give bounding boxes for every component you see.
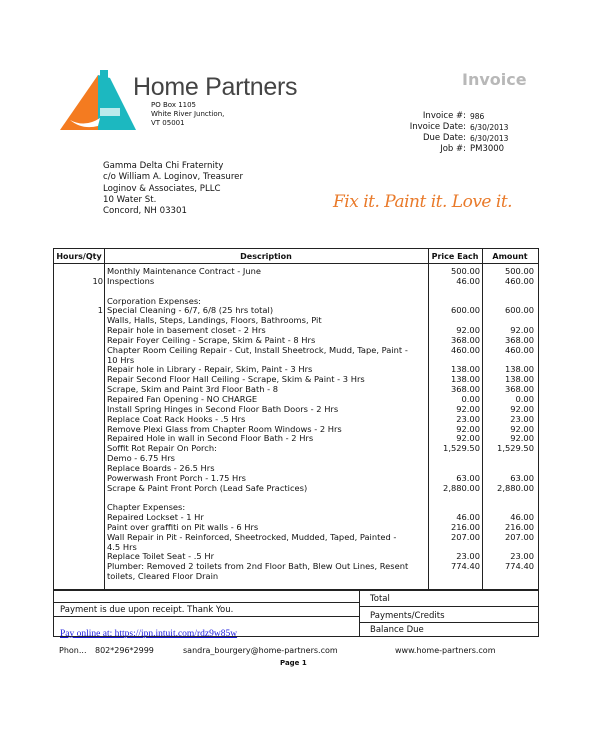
bill-to-line: 10 Water St. (103, 194, 157, 205)
amount-cell: 207.00 (504, 531, 534, 542)
website: www.home-partners.com (395, 646, 496, 655)
phone: 802*296*2999 (95, 646, 154, 655)
pay-online-link[interactable]: Pay online at: https://ipn.intuit.com/rdz9w85w (60, 629, 238, 639)
price-cell: 92.00 (456, 325, 480, 336)
price-cell: 216.00 (450, 521, 480, 532)
description-cell: Repair hole in basement closet - 2 Hrs (107, 325, 266, 336)
amount-cell: 92.00 (510, 433, 534, 444)
amount-cell: 46.00 (510, 512, 534, 523)
amount-cell: 216.00 (504, 521, 534, 532)
invoice-title: Invoice (462, 70, 527, 89)
home-partners-logo (60, 70, 136, 132)
due-date: 6/30/2013 (470, 134, 509, 143)
email: sandra_bourgery@home-partners.com (183, 646, 338, 655)
price-cell: 63.00 (456, 472, 480, 483)
header-description: Description (240, 252, 292, 261)
table-row (54, 484, 538, 494)
description-cell: Special Cleaning - 6/7, 6/8 (25 hrs total) (107, 305, 274, 316)
price-cell: 207.00 (450, 531, 480, 542)
description-cell: Repair Second Floor Hall Ceiling - Scrape, Skim & Paint - 3 Hrs (107, 374, 365, 385)
invoice-number-label: Invoice #: (422, 111, 466, 121)
price-cell: 46.00 (456, 275, 480, 286)
line-items-table (53, 248, 539, 590)
description-cell: Replace Coat Rack Hooks - .5 Hrs (107, 413, 246, 424)
price-cell: 138.00 (450, 364, 480, 375)
description-cell: Repair Foyer Ceiling - Scrape, Skim & Paint - 8 Hrs (107, 334, 316, 345)
payments-credits-label: Payments/Credits (359, 607, 538, 623)
amount-cell: 2,880.00 (497, 482, 534, 493)
summary-box (53, 590, 539, 637)
description-cell: Replace Boards - 26.5 Hrs (107, 462, 215, 473)
bill-to-address (103, 161, 243, 217)
price-cell: 46.00 (456, 512, 480, 523)
amount-cell: 368.00 (504, 334, 534, 345)
description-cell: Chapter Expenses: (107, 502, 186, 513)
invoice-meta-values (470, 111, 508, 155)
price-cell: 23.00 (456, 413, 480, 424)
price-cell: 0.00 (461, 393, 480, 404)
description-cell: Install Spring Hinges in Second Floor Bath Doors - 2 Hrs (107, 403, 339, 414)
price-cell: 92.00 (456, 423, 480, 434)
description-cell: Remove Plexi Glass from Chapter Room Windows - 2 Hrs (107, 423, 342, 434)
amount-cell: 138.00 (504, 374, 534, 385)
qty-cell: 10 (92, 275, 103, 286)
description-cell: Paint over graffiti on Pit walls - 6 Hrs (107, 521, 259, 532)
bill-to-line: Gamma Delta Chi Fraternity (103, 161, 224, 171)
price-cell: 600.00 (450, 305, 480, 316)
description-cell: Chapter Room Ceiling Repair - Cut, Install Sheetrock, Mudd, Tape, Paint - (107, 344, 408, 355)
job-number-label: Job #: (440, 144, 466, 154)
header-price-each: Price Each (431, 252, 479, 261)
payment-note: Payment is due upon receipt. Thank You. (54, 603, 359, 617)
description-cell: 10 Hrs (107, 354, 135, 365)
price-cell: 460.00 (450, 344, 480, 355)
invoice-number: 986 (470, 112, 485, 121)
description-cell: Scrape, Skim and Paint 3rd Floor Bath - 8 (107, 384, 279, 395)
company-address-line: VT 05001 (151, 119, 185, 127)
header-hours-qty: Hours/Qty (56, 252, 102, 261)
description-cell: Scrape & Paint Front Porch (Lead Safe Practices) (107, 482, 308, 493)
price-cell: 92.00 (456, 433, 480, 444)
table-row (54, 277, 538, 287)
table-body (54, 267, 538, 582)
description-cell: Demo - 6.75 Hrs (107, 453, 176, 464)
invoice-date: 6/30/2013 (470, 123, 509, 132)
price-cell: 92.00 (456, 403, 480, 414)
amount-cell: 1,529.50 (497, 443, 534, 454)
amount-cell: 138.00 (504, 364, 534, 375)
description-cell: Monthly Maintenance Contract - June (107, 266, 261, 276)
job-number: PM3000 (470, 144, 505, 154)
price-cell: 774.40 (450, 561, 480, 572)
total-label: Total (359, 591, 538, 607)
bill-to-line: Concord, NH 03301 (103, 206, 187, 217)
invoice-date-label: Invoice Date: (409, 122, 466, 132)
description-cell: Replace Toilet Seat - .5 Hr (107, 551, 214, 562)
due-date-label: Due Date: (422, 133, 466, 143)
header-amount: Amount (492, 252, 528, 261)
company-address-line: PO Box 1105 (151, 101, 197, 109)
amount-cell: 0.00 (515, 393, 534, 404)
bill-to-line: c/o William A. Loginov, Treasurer (103, 172, 243, 183)
price-cell: 138.00 (450, 374, 480, 385)
description-cell: Repaired Lockset - 1 Hr (107, 512, 204, 523)
description-cell: 4.5 Hrs (107, 541, 137, 552)
description-cell: Walls, Halls, Steps, Landings, Floors, Bathrooms, Pit (107, 315, 322, 326)
description-cell: Corporation Expenses: (107, 295, 201, 306)
description-cell: Plumber: Removed 2 toilets from 2nd Floor Bath, Blew Out Lines, Resent (107, 561, 409, 572)
amount-cell: 23.00 (510, 551, 534, 562)
tagline: Fix it. Paint it. Love it. (333, 192, 513, 212)
amount-cell: 92.00 (510, 403, 534, 414)
price-cell: 368.00 (450, 334, 480, 345)
price-cell: 2,880.00 (443, 482, 480, 493)
amount-cell: 460.00 (504, 344, 534, 355)
price-cell: 23.00 (456, 551, 480, 562)
amount-cell: 774.40 (504, 561, 534, 572)
amount-cell: 368.00 (504, 384, 534, 395)
balance-due-label: Balance Due (359, 623, 538, 637)
price-cell: 500.00 (450, 266, 480, 276)
table-header (54, 249, 538, 264)
amount-cell: 600.00 (504, 305, 534, 316)
amount-cell: 92.00 (510, 423, 534, 434)
description-cell: Soffit Rot Repair On Porch: (107, 443, 217, 454)
price-cell: 1,529.50 (443, 443, 480, 454)
page-number: Page 1 (280, 659, 307, 667)
amount-cell: 23.00 (510, 413, 534, 424)
description-cell: Repair hole in Library - Repair, Skim, Paint - 3 Hrs (107, 364, 313, 375)
table-row (54, 572, 538, 582)
amount-cell: 63.00 (510, 472, 534, 483)
description-cell: toilets, Cleared Floor Drain (107, 571, 219, 582)
amount-cell: 460.00 (504, 275, 534, 286)
bill-to-line: Loginov & Associates, PLLC (103, 183, 221, 194)
amount-cell: 500.00 (504, 266, 534, 276)
description-cell: Repaired Fan Opening - NO CHARGE (107, 393, 258, 404)
company-name: Home Partners (133, 73, 298, 101)
amount-cell: 92.00 (510, 325, 534, 336)
description-cell: Powerwash Front Porch - 1.75 Hrs (107, 472, 246, 483)
phone-label: Phon... (59, 646, 87, 655)
description-cell: Wall Repair in Pit - Reinforced, Sheetrocked, Mudded, Taped, Painted - (107, 531, 397, 542)
invoice-meta-labels (410, 111, 466, 155)
qty-cell: 1 (97, 305, 103, 316)
description-cell: Inspections (107, 275, 155, 286)
company-address-line: White River Junction, (151, 110, 225, 118)
description-cell: Repaired Hole in wall in Second Floor Bath - 2 Hrs (107, 433, 314, 444)
price-cell: 368.00 (450, 384, 480, 395)
